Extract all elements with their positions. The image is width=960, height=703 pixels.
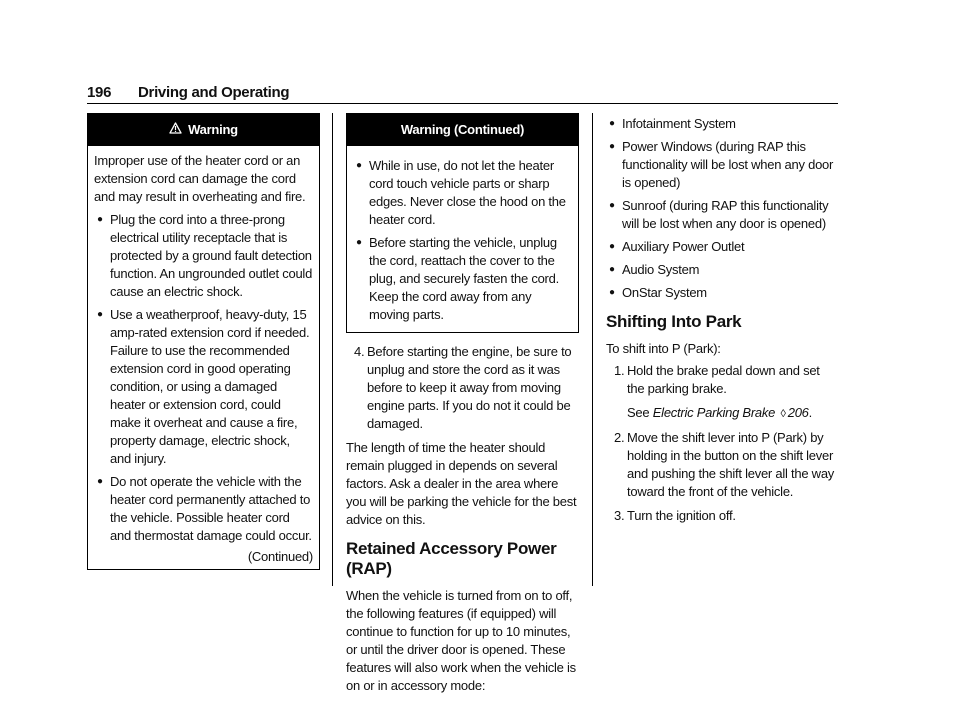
- step-1: 1. Hold the brake pedal down and set the parking brake. See Electric Parking Brake ◊ 206.: [606, 362, 838, 423]
- warning-bullets-continued: [353, 157, 572, 324]
- list-item: ● Do not operate the vehicle with the heater cord permanently attached to the vehicle. Possible heater cord and thermostat damage could occur.: [97, 474, 312, 543]
- bullet-icon: ●: [609, 264, 615, 275]
- see-reference: See Electric Parking Brake ◊ 206.: [627, 405, 813, 420]
- park-intro: To shift into P (Park):: [606, 341, 721, 356]
- bullet-icon: ●: [97, 214, 103, 225]
- column-divider-1: [332, 113, 333, 586]
- heater-paragraph: The length of time the heater should remain plugged in depends on several factors. Ask a dealer in the area where you will be parking the vehicle for the best advice on this.: [346, 440, 577, 527]
- warning-body: [88, 146, 319, 569]
- park-steps: [606, 362, 838, 525]
- bullet-icon: ●: [97, 476, 103, 487]
- column-1: [87, 113, 320, 570]
- warning-intro: Improper use of the heater cord or an extension cord can damage the cord and may result in overheating and fire.: [94, 153, 306, 204]
- list-item: ● Power Windows (during RAP this functionality will be lost when any door is opened): [609, 139, 834, 190]
- page-reference-icon: ◊: [780, 408, 786, 420]
- section-title: Driving and Operating: [138, 84, 290, 101]
- continued-label: (Continued): [247, 549, 313, 564]
- rap-feature-list: [606, 115, 838, 302]
- rap-paragraph: When the vehicle is turned from on to off, the following features (if equipped) will continue to function for up to 10 minutes, or until the driver door is opened. These features will also work when the vehicle is on or in accessory mode:: [346, 588, 576, 693]
- step-3: 3. Turn the ignition off.: [614, 508, 736, 523]
- list-item: ● While in use, do not let the heater cord touch vehicle parts or sharp edges. Never close the hood on the heater cord.: [356, 158, 566, 227]
- bullet-icon: ●: [609, 118, 615, 129]
- warning-box: [87, 113, 320, 570]
- bullet-icon: ●: [609, 241, 615, 252]
- list-item: ● Use a weatherproof, heavy-duty, 15 amp-rated extension cord if needed. Failure to use the recommended extension cord in good operating condition, or using a damaged heater or extension cord, could make it overheat and cause a fire, property damage, electric shock, and injury.: [97, 307, 310, 466]
- warning-triangle-icon: [169, 114, 182, 146]
- bullet-icon: ●: [609, 287, 615, 298]
- warning-box-continued: [346, 113, 579, 333]
- header-rule: [87, 103, 838, 104]
- bullet-icon: ●: [356, 237, 362, 248]
- column-3: [606, 113, 838, 531]
- warning-header: [88, 114, 319, 146]
- warning-bullets: [94, 211, 313, 545]
- bullet-icon: ●: [609, 200, 615, 211]
- warning-header-continued: Warning (Continued): [347, 114, 578, 146]
- page-number: 196: [87, 84, 112, 101]
- step-2: 2. Move the shift lever into P (Park) by holding in the button on the shift lever and pushing the shift lever all the way toward the front of the vehicle.: [614, 430, 835, 499]
- bullet-icon: ●: [97, 309, 103, 320]
- list-item: ● Auxiliary Power Outlet: [609, 239, 745, 254]
- list-item: ● Plug the cord into a three-prong electrical utility receptacle that is protected by a ground fault detection function. An ungrounded outlet could cause an electric shock.: [97, 212, 313, 299]
- list-item: ● Sunroof (during RAP this functionality will be lost when any door is opened): [609, 198, 829, 231]
- column-2: [346, 113, 579, 703]
- park-heading: Shifting Into Park: [606, 312, 742, 331]
- bullet-icon: ●: [609, 141, 615, 152]
- list-item: ● Before starting the vehicle, unplug the cord, reattach the cover to the plug, and securely fasten the cord. Keep the cord away from any moving parts.: [356, 235, 559, 322]
- bullet-icon: ●: [356, 160, 362, 171]
- reference-link[interactable]: Electric Parking Brake: [652, 405, 776, 420]
- warning-title: Warning: [188, 122, 238, 137]
- list-item: ● OnStar System: [609, 285, 707, 300]
- rap-heading: Retained Accessory Power (RAP): [346, 539, 557, 578]
- list-item: ● Audio System: [609, 262, 700, 277]
- page-header: [87, 84, 838, 104]
- step-4: 4. Before starting the engine, be sure to unplug and store the cord as it was before to keep it away from moving engine parts. If you do not it could be damaged.: [354, 344, 572, 431]
- steps-list: [346, 343, 579, 433]
- column-divider-2: [592, 113, 593, 586]
- reference-page: 206: [787, 405, 809, 420]
- list-item: ● Infotainment System: [609, 116, 736, 131]
- warning-body-continued: [347, 146, 578, 332]
